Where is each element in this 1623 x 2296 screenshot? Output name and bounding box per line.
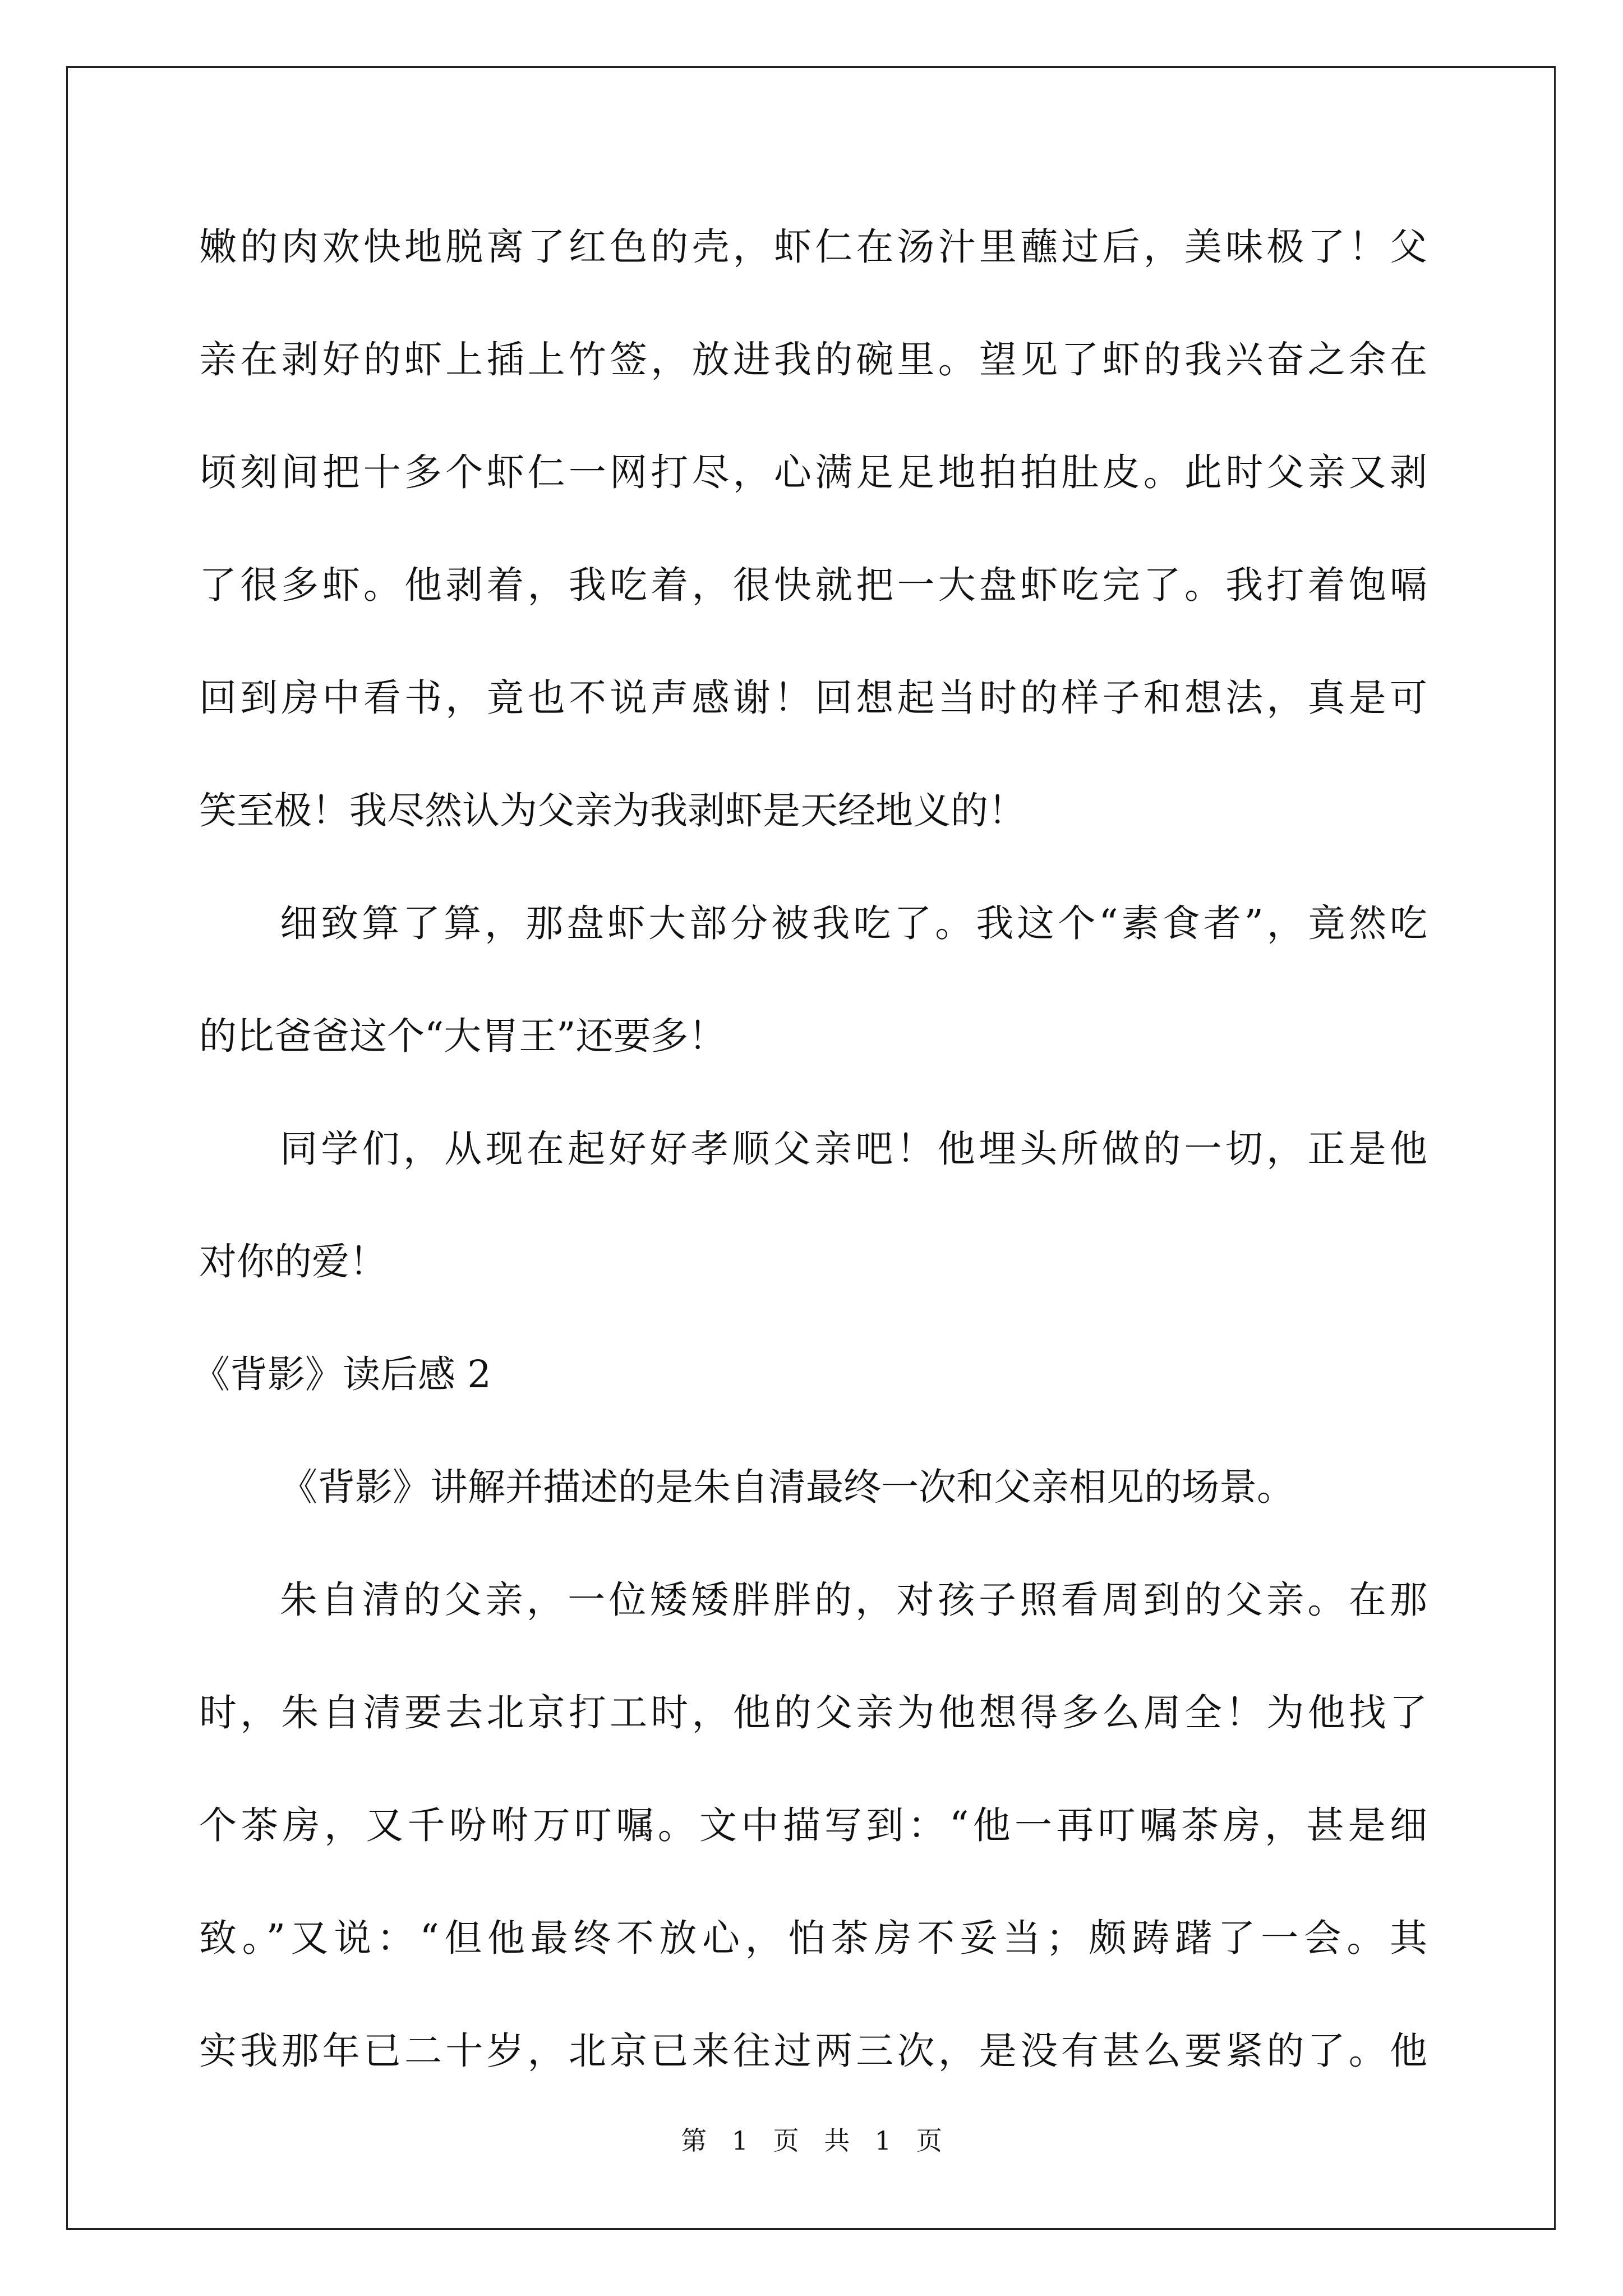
text-line: 《背影》讲解并描述的是朱自清最终一次和父亲相见的场景。 bbox=[280, 1465, 1294, 1509]
text-line: 细致算了算，那盘虾大部分被我吃了。我这个“素食者”，竟然吃 bbox=[280, 901, 1427, 945]
text-line: 同学们，从现在起好好孝顺父亲吧！他埋头所做的一切，正是他 bbox=[280, 1127, 1427, 1171]
text-line: 回到房中看书，竟也不说声感谢！回想起当时的样子和想法，真是可 bbox=[199, 676, 1427, 720]
text-line: 实我那年已二十岁，北京已来往过两三次，是没有甚么要紧的了。他 bbox=[199, 2029, 1427, 2073]
text-line: 嫩的肉欢快地脱离了红色的壳，虾仁在汤汁里蘸过后，美味极了！父 bbox=[199, 225, 1427, 269]
text-line: 顷刻间把十多个虾仁一网打尽，心满足足地拍拍肚皮。此时父亲又剥 bbox=[199, 450, 1427, 494]
text-line: 的比爸爸这个“大胃王”还要多！ bbox=[199, 1014, 726, 1058]
page-number-footer: 第 1 页 共 1 页 bbox=[681, 2125, 942, 2156]
text-line: 个茶房，又千吩咐万叮嘱。文中描写到：“他一再叮嘱茶房，甚是细 bbox=[199, 1803, 1427, 1847]
text-line: 对你的爱！ bbox=[199, 1240, 387, 1283]
text-line: 笑至极！我尽然认为父亲为我剥虾是天经地义的！ bbox=[199, 789, 1026, 832]
document-body bbox=[192, 208, 1427, 2124]
text-line: 朱自清的父亲，一位矮矮胖胖的，对孩子照看周到的父亲。在那 bbox=[280, 1578, 1427, 1622]
text-line: 亲在剥好的虾上插上竹签，放进我的碗里。望见了虾的我兴奋之余在 bbox=[199, 338, 1427, 381]
text-line: 致。”又说：“但他最终不放心，怕茶房不妥当；颇踌躇了一会。其 bbox=[199, 1916, 1427, 1960]
text-line: 了很多虾。他剥着，我吃着，很快就把一大盘虾吃完了。我打着饱嗝 bbox=[199, 563, 1427, 607]
section-heading: 《背影》读后感 2 bbox=[192, 1352, 491, 1396]
text-line: 时，朱自清要去北京打工时，他的父亲为他想得多么周全！为他找了 bbox=[199, 1691, 1427, 1734]
